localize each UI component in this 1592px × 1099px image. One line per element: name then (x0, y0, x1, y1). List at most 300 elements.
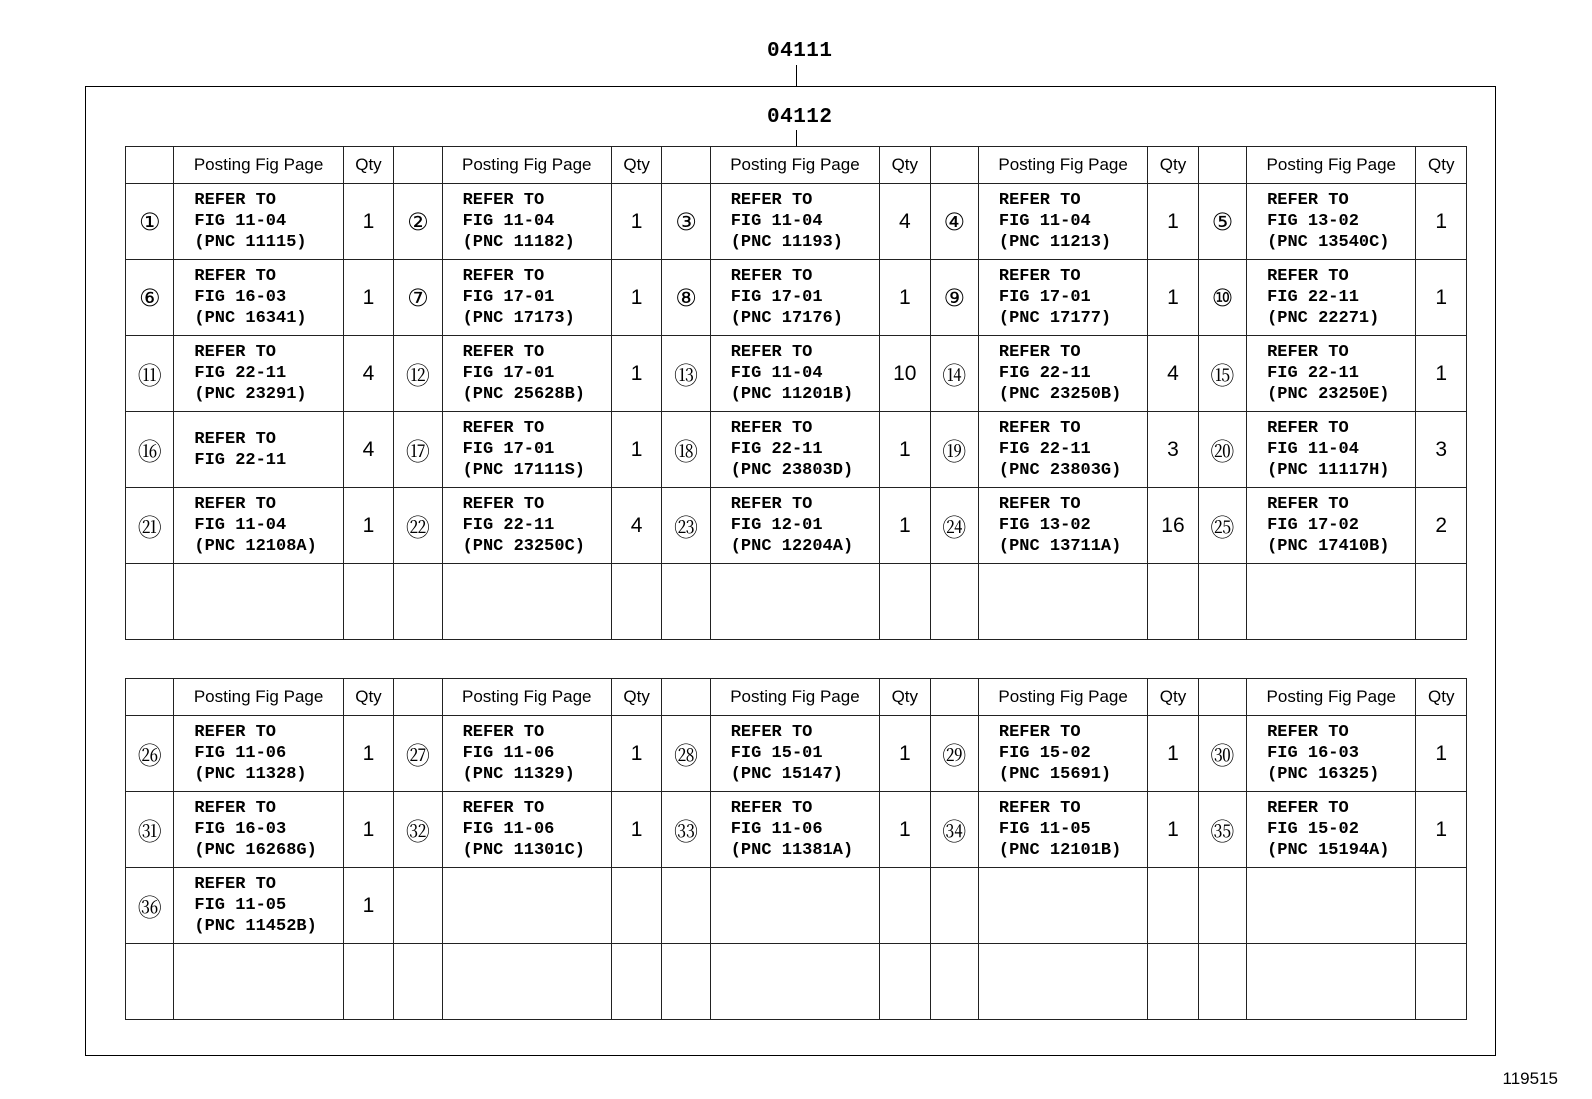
reference-line: REFER TO (1267, 343, 1349, 362)
header-blank (662, 147, 710, 184)
reference-line: FIG 17-01 (462, 364, 555, 383)
item-qty: 1 (1148, 184, 1198, 260)
item-number: ㉜ (394, 792, 442, 868)
header-posting-fig-page: Posting Fig Page (442, 679, 611, 716)
reference-line: (PNC 17111S) (462, 461, 585, 480)
reference-line: (PNC 15691) (998, 765, 1112, 784)
reference-line: (PNC 22271) (1267, 309, 1380, 328)
item-reference (442, 488, 611, 564)
header-posting-fig-page: Posting Fig Page (174, 679, 343, 716)
item-reference (978, 412, 1147, 488)
reference-line: FIG 17-02 (1267, 516, 1359, 535)
reference-line: REFER TO (194, 343, 277, 362)
item-qty: 1 (343, 716, 393, 792)
item-number: ⑲ (930, 412, 978, 488)
reference-line: (PNC 25628B) (462, 385, 585, 404)
item-qty (1148, 868, 1198, 944)
item-number: ⑳ (1198, 412, 1246, 488)
item-reference (710, 336, 879, 412)
item-reference (1247, 868, 1416, 944)
item-qty (1148, 944, 1198, 1020)
item-number: ㉝ (662, 792, 710, 868)
item-reference (1247, 412, 1416, 488)
item-reference (1247, 716, 1416, 792)
reference-line: FIG 13-02 (1267, 212, 1359, 231)
reference-line: (PNC 17177) (998, 309, 1112, 328)
item-reference (978, 488, 1147, 564)
reference-line: FIG 11-04 (998, 212, 1091, 231)
item-qty: 1 (611, 412, 661, 488)
table-row (126, 716, 1467, 792)
reference-line: FIG 15-02 (1267, 820, 1359, 839)
item-reference (710, 716, 879, 792)
item-reference (174, 412, 343, 488)
reference-line: FIG 11-04 (194, 212, 287, 231)
item-qty: 3 (1416, 412, 1467, 488)
item-qty (1416, 564, 1467, 640)
reference-line: (PNC 11193) (730, 233, 843, 252)
item-reference (174, 792, 343, 868)
header-posting-fig-page: Posting Fig Page (978, 147, 1147, 184)
table-row (126, 488, 1467, 564)
reference-line: REFER TO (1267, 267, 1349, 286)
item-qty (343, 944, 393, 1020)
item-reference (174, 260, 343, 336)
item-qty: 1 (880, 488, 930, 564)
item-reference (1247, 184, 1416, 260)
callout-04112-leader (796, 130, 797, 146)
header-qty: Qty (1416, 147, 1467, 184)
table-row (126, 868, 1467, 944)
reference-line: FIG 22-11 (730, 440, 823, 459)
reference-line: (PNC 11201B) (730, 385, 854, 404)
item-qty: 2 (1416, 488, 1467, 564)
reference-line: FIG 17-01 (998, 288, 1091, 307)
item-number: ⑩ (1198, 260, 1246, 336)
item-qty: 1 (611, 260, 661, 336)
reference-line: (PNC 12204A) (730, 537, 854, 556)
item-qty: 4 (880, 184, 930, 260)
item-reference (710, 412, 879, 488)
reference-line: (PNC 11452B) (194, 917, 317, 936)
item-qty (1416, 868, 1467, 944)
item-reference (442, 868, 611, 944)
item-reference (710, 260, 879, 336)
reference-line: FIG 12-01 (730, 516, 823, 535)
reference-line: REFER TO (1267, 799, 1349, 818)
item-number: ㉚ (1198, 716, 1246, 792)
item-number: ⑱ (662, 412, 710, 488)
item-number: ⑮ (1198, 336, 1246, 412)
item-qty: 4 (343, 412, 393, 488)
item-number (930, 944, 978, 1020)
item-number (394, 868, 442, 944)
item-reference (978, 868, 1147, 944)
item-reference (174, 184, 343, 260)
reference-line: REFER TO (462, 343, 545, 362)
item-qty: 1 (343, 868, 393, 944)
reference-line: (PNC 23250E) (1267, 385, 1390, 404)
item-qty: 1 (1148, 792, 1198, 868)
item-number: ㉟ (1198, 792, 1246, 868)
header-blank (126, 147, 174, 184)
item-qty: 1 (880, 260, 930, 336)
item-qty: 1 (343, 184, 393, 260)
item-number: ⑦ (394, 260, 442, 336)
item-qty (611, 868, 661, 944)
table-row (126, 564, 1467, 640)
reference-line: FIG 11-04 (730, 364, 823, 383)
item-qty (1148, 564, 1198, 640)
reference-line: REFER TO (462, 419, 545, 438)
reference-line: FIG 11-04 (194, 516, 287, 535)
reference-line: FIG 11-06 (730, 820, 823, 839)
reference-line: REFER TO (730, 799, 813, 818)
header-qty: Qty (343, 679, 393, 716)
item-qty: 1 (880, 412, 930, 488)
header-blank (1198, 147, 1246, 184)
item-number: ⑭ (930, 336, 978, 412)
item-number: ④ (930, 184, 978, 260)
header-blank (394, 679, 442, 716)
header-posting-fig-page: Posting Fig Page (710, 147, 879, 184)
item-qty: 1 (880, 792, 930, 868)
reference-line: (PNC 17410B) (1267, 537, 1390, 556)
reference-line: REFER TO (1267, 419, 1349, 438)
reference-line: (PNC 16325) (1267, 765, 1380, 784)
item-number: ⑧ (662, 260, 710, 336)
reference-line: REFER TO (730, 191, 813, 210)
reference-line: FIG 11-04 (730, 212, 823, 231)
reference-line: REFER TO (998, 267, 1081, 286)
callout-04111-leader (796, 65, 797, 86)
header-blank (1198, 679, 1246, 716)
item-reference (1247, 564, 1416, 640)
reference-line: REFER TO (462, 723, 545, 742)
reference-line: (PNC 17176) (730, 309, 843, 328)
item-number (930, 868, 978, 944)
reference-line: FIG 22-11 (462, 516, 555, 535)
reference-line: FIG 11-05 (194, 896, 287, 915)
header-qty: Qty (1148, 679, 1198, 716)
item-reference (174, 944, 343, 1020)
reference-line: (PNC 12108A) (194, 537, 317, 556)
item-number (662, 944, 710, 1020)
reference-line: REFER TO (194, 267, 277, 286)
reference-line: FIG 22-11 (1267, 288, 1359, 307)
item-number: ③ (662, 184, 710, 260)
item-reference (710, 868, 879, 944)
reference-line: (PNC 13540C) (1267, 233, 1390, 252)
header-row (126, 679, 1467, 716)
item-qty: 4 (611, 488, 661, 564)
item-qty (880, 564, 930, 640)
item-number: ⑫ (394, 336, 442, 412)
reference-line: REFER TO (194, 723, 277, 742)
item-reference (710, 488, 879, 564)
reference-line: FIG 22-11 (194, 364, 287, 383)
item-number (394, 944, 442, 1020)
item-number (930, 564, 978, 640)
item-number: ⑨ (930, 260, 978, 336)
item-qty: 16 (1148, 488, 1198, 564)
item-reference (710, 184, 879, 260)
item-number (662, 868, 710, 944)
item-number: ㊱ (126, 868, 174, 944)
item-reference (710, 944, 879, 1020)
item-qty: 1 (611, 716, 661, 792)
item-reference (442, 792, 611, 868)
item-reference (710, 792, 879, 868)
reference-line: FIG 11-06 (462, 820, 555, 839)
item-number: ⑬ (662, 336, 710, 412)
reference-line: FIG 22-11 (1267, 364, 1359, 383)
item-number: ⑯ (126, 412, 174, 488)
reference-line: (PNC 15194A) (1267, 841, 1390, 860)
reference-line: REFER TO (462, 495, 545, 514)
reference-line: FIG 11-04 (1267, 440, 1359, 459)
reference-line: (PNC 11213) (998, 233, 1112, 252)
item-reference (978, 944, 1147, 1020)
item-qty (611, 564, 661, 640)
reference-line: (PNC 23250C) (462, 537, 585, 556)
reference-line: FIG 22-11 (998, 440, 1091, 459)
reference-line: FIG 16-03 (194, 288, 287, 307)
item-qty: 1 (1416, 336, 1467, 412)
reference-line: REFER TO (462, 267, 545, 286)
header-qty: Qty (1416, 679, 1467, 716)
item-number: ② (394, 184, 442, 260)
table-row (126, 944, 1467, 1020)
reference-grid-upper (125, 146, 1467, 640)
header-qty: Qty (880, 147, 930, 184)
item-qty: 1 (1148, 716, 1198, 792)
reference-line: REFER TO (462, 799, 545, 818)
item-reference (442, 260, 611, 336)
reference-line: REFER TO (998, 419, 1081, 438)
header-qty: Qty (1148, 147, 1198, 184)
reference-line: (PNC 23291) (194, 385, 307, 404)
reference-line: FIG 15-01 (730, 744, 823, 763)
item-number: ㉑ (126, 488, 174, 564)
table-row (126, 260, 1467, 336)
item-qty: 1 (611, 336, 661, 412)
reference-line: REFER TO (998, 799, 1081, 818)
reference-line: (PNC 16268G) (194, 841, 317, 860)
item-qty: 1 (1416, 716, 1467, 792)
item-number: ⑥ (126, 260, 174, 336)
reference-line: REFER TO (194, 191, 277, 210)
reference-line: FIG 22-11 (998, 364, 1091, 383)
reference-line: REFER TO (998, 191, 1081, 210)
reference-line: FIG 13-02 (998, 516, 1091, 535)
reference-line: FIG 17-01 (462, 440, 555, 459)
item-number: ㉓ (662, 488, 710, 564)
header-qty: Qty (880, 679, 930, 716)
item-reference (978, 564, 1147, 640)
item-number: ㉞ (930, 792, 978, 868)
header-qty: Qty (343, 147, 393, 184)
callout-04111: 04111 (767, 40, 833, 63)
item-reference (978, 716, 1147, 792)
item-number: ① (126, 184, 174, 260)
item-qty (343, 564, 393, 640)
item-reference (978, 336, 1147, 412)
item-qty: 4 (1148, 336, 1198, 412)
item-number: ㉘ (662, 716, 710, 792)
callout-04112: 04112 (767, 106, 833, 129)
reference-line: FIG 22-11 (194, 450, 287, 470)
item-number (662, 564, 710, 640)
header-posting-fig-page: Posting Fig Page (978, 679, 1147, 716)
reference-line: (PNC 23803D) (730, 461, 854, 480)
table-row (126, 792, 1467, 868)
reference-line: FIG 11-06 (194, 744, 287, 763)
reference-line: (PNC 11329) (462, 765, 575, 784)
header-posting-fig-page: Posting Fig Page (174, 147, 343, 184)
reference-line: REFER TO (1267, 495, 1349, 514)
reference-line: (PNC 23250B) (998, 385, 1122, 404)
reference-line: FIG 11-05 (998, 820, 1091, 839)
item-qty: 1 (1148, 260, 1198, 336)
item-qty: 1 (343, 260, 393, 336)
item-number: ㉔ (930, 488, 978, 564)
item-qty: 1 (343, 488, 393, 564)
item-reference (442, 716, 611, 792)
reference-line: (PNC 13711A) (998, 537, 1122, 556)
reference-line: FIG 11-06 (462, 744, 555, 763)
reference-line: REFER TO (730, 723, 813, 742)
item-number: ㉛ (126, 792, 174, 868)
header-blank (662, 679, 710, 716)
reference-line: FIG 16-03 (194, 820, 287, 839)
item-number: ㉙ (930, 716, 978, 792)
table-row (126, 412, 1467, 488)
reference-line: FIG 11-04 (462, 212, 555, 231)
item-qty: 1 (1416, 792, 1467, 868)
item-qty (1416, 944, 1467, 1020)
header-row (126, 147, 1467, 184)
item-reference (1247, 488, 1416, 564)
header-blank (394, 147, 442, 184)
item-qty: 1 (611, 184, 661, 260)
reference-line: REFER TO (998, 343, 1081, 362)
reference-line: REFER TO (998, 495, 1081, 514)
header-blank (930, 679, 978, 716)
item-reference (174, 716, 343, 792)
item-reference (442, 184, 611, 260)
item-number (126, 564, 174, 640)
item-qty (880, 944, 930, 1020)
reference-line: REFER TO (730, 495, 813, 514)
reference-line: (PNC 11301C) (462, 841, 585, 860)
reference-line: REFER TO (194, 875, 277, 894)
item-reference (442, 412, 611, 488)
item-reference (978, 792, 1147, 868)
item-reference (1247, 792, 1416, 868)
reference-line: (PNC 12101B) (998, 841, 1122, 860)
reference-line: REFER TO (730, 343, 813, 362)
item-qty: 1 (611, 792, 661, 868)
header-qty: Qty (611, 147, 661, 184)
table-row (126, 336, 1467, 412)
reference-line: REFER TO (194, 495, 277, 514)
item-qty: 1 (343, 792, 393, 868)
item-number: ⑤ (1198, 184, 1246, 260)
header-posting-fig-page: Posting Fig Page (710, 679, 879, 716)
header-posting-fig-page: Posting Fig Page (442, 147, 611, 184)
item-reference (1247, 336, 1416, 412)
reference-line: FIG 15-02 (998, 744, 1091, 763)
reference-grid-lower (125, 678, 1467, 1020)
reference-line: (PNC 11381A) (730, 841, 854, 860)
item-reference (1247, 260, 1416, 336)
item-reference (710, 564, 879, 640)
item-reference (442, 336, 611, 412)
item-qty (880, 868, 930, 944)
item-number (394, 564, 442, 640)
reference-line: REFER TO (730, 419, 813, 438)
item-number (1198, 944, 1246, 1020)
item-qty: 3 (1148, 412, 1198, 488)
item-number: ㉖ (126, 716, 174, 792)
item-qty: 1 (880, 716, 930, 792)
item-number: ㉕ (1198, 488, 1246, 564)
item-qty (611, 944, 661, 1020)
item-number (1198, 868, 1246, 944)
item-reference (174, 564, 343, 640)
reference-line: (PNC 11328) (194, 765, 307, 784)
reference-line: REFER TO (1267, 723, 1349, 742)
reference-line: FIG 17-01 (730, 288, 823, 307)
header-posting-fig-page: Posting Fig Page (1247, 147, 1416, 184)
item-reference (1247, 944, 1416, 1020)
item-qty: 4 (343, 336, 393, 412)
reference-line: REFER TO (194, 799, 277, 818)
item-reference (174, 336, 343, 412)
item-number: ⑰ (394, 412, 442, 488)
item-number (126, 944, 174, 1020)
item-reference (174, 868, 343, 944)
item-number: ㉒ (394, 488, 442, 564)
reference-line: REFER TO (462, 191, 545, 210)
reference-line: REFER TO (730, 267, 813, 286)
header-posting-fig-page: Posting Fig Page (1247, 679, 1416, 716)
reference-line: (PNC 11182) (462, 233, 575, 252)
item-number: ㉗ (394, 716, 442, 792)
reference-line: REFER TO (1267, 191, 1349, 210)
item-reference (174, 488, 343, 564)
figure-number: 119515 (1502, 1069, 1558, 1088)
item-reference (978, 184, 1147, 260)
item-qty: 10 (880, 336, 930, 412)
item-number: ⑪ (126, 336, 174, 412)
header-blank (126, 679, 174, 716)
table-row (126, 184, 1467, 260)
reference-line: (PNC 23803G) (998, 461, 1122, 480)
reference-line: FIG 17-01 (462, 288, 555, 307)
item-qty: 1 (1416, 260, 1467, 336)
reference-line: (PNC 17173) (462, 309, 575, 328)
item-reference (978, 260, 1147, 336)
item-qty: 1 (1416, 184, 1467, 260)
header-qty: Qty (611, 679, 661, 716)
reference-line: REFER TO (194, 429, 277, 449)
reference-line: (PNC 11115) (194, 233, 307, 252)
reference-line: (PNC 16341) (194, 309, 307, 328)
item-reference (442, 564, 611, 640)
reference-line: REFER TO (998, 723, 1081, 742)
